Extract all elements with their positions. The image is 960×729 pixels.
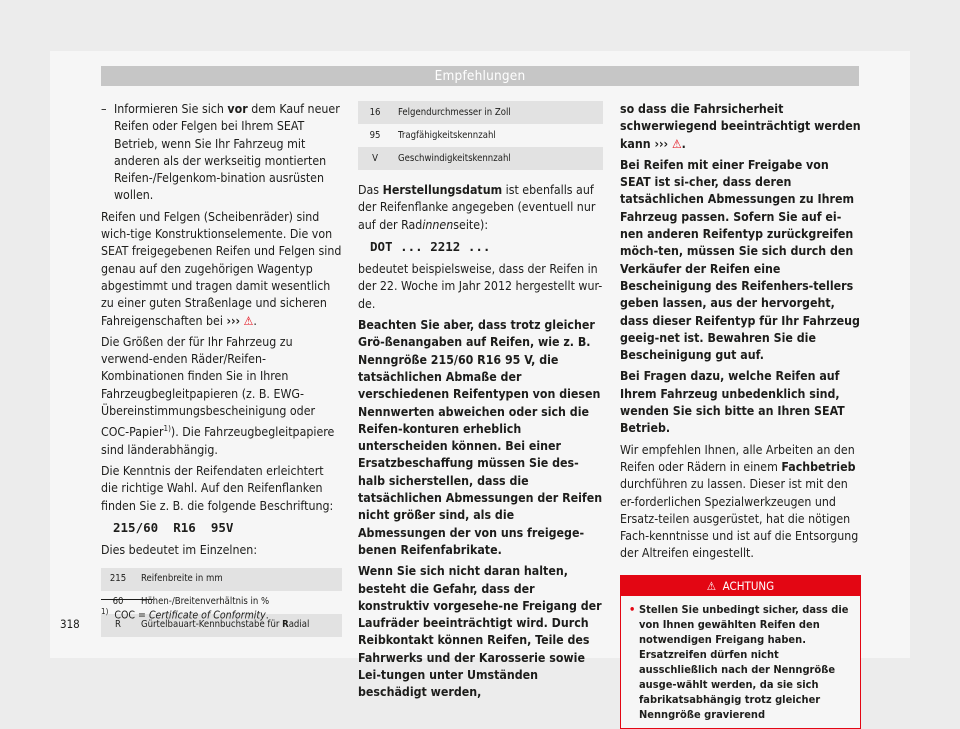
table-row: R Gürtelbauart-Kennbuchstabe für Radial [101,614,342,637]
warning-title: ACHTUNG [722,578,775,593]
paragraph: Die Größen der für Ihr Fahrzeug zu verwend-enden Räder/Reifen-Kombinationen finden Sie in Ihren Fahrzeugbegleitpapieren (z. B. EWG-Übereinstimmungsbescheinigung oder COC-Papier$^{1)}$). Die Fahrzeugbegleitpapiere sind länderabhängig. [101,334,335,457]
table-row: 95 Tragfähigkeitskennzahl [358,124,603,147]
bullet-item [101,101,342,205]
paragraph: Die Kenntnis der Reifendaten erleichtert die richtige Wahl. Auf den Reifenflanken finden Sie z. B. die folgende Beschriftung: [101,464,334,513]
bullet-text: Informieren Sie sich vor dem Kauf neuer Reifen oder Felgen bei Ihrem SEAT Betrieb, wenn Sie Ihr Fahrzeug mit anderen als der werkseitig montierten Reifen-/Felgenkom-bination ausrüsten wollen. [114,102,340,203]
paragraph-bold: Beachten Sie aber, dass trotz gleicher Grö-ßenangaben auf Reifen, wie z. B. Nenngröße 215/60 R16 95 V, die tatsächlichen Abmaße der verschiedenen Reifentypen von diesen Nennwerten abweichen oder sich die Reifen-konturen erheblich unterscheiden können. Bei einer Ersatzbeschaffung müssen Sie des-halb sicherstellen, dass die tatsächlichen Abmessungen der Reifen nicht größer sind, als die Abmessungen der von uns freigege-benen Reifenfabrikate. [358,318,603,557]
footnote-ref: 1) [163,424,171,434]
tire-code-table [101,568,342,637]
paragraph-bold: Bei Reifen mit einer Freigabe von SEAT ist si-cher, dass deren tatsächlichen Abmessungen zu Ihrem Fahrzeug passen. Sofern Sie auf ei-nen anderen Reifentyp zurückgreifen möch-ten, müssen Sie sich durch den Verkäufer der Reifen eine Bescheinigung des Reifenhers-tellers geben lassen, aus der hervorgeht, dass dieser Reifentyp für Ihr Fahrzeug geeig-net ist. Bewahren Sie die Bescheinigung gut auf. [620,157,860,363]
warning-box [620,575,861,729]
warning-box-body [621,596,860,728]
paragraph: Wir empfehlen Ihnen, alle Arbeiten an den Reifen oder Rädern in einem Fachbetrieb durchführen zu lassen. Dieser ist mit den er-forderlichen Spezialwerkzeugen und Ersatz-teilen ausgerüstet, hat die nötigen Fach-kenntnisse und ist auf die Entsorgung der Altreifen eingestellt. [620,442,859,561]
table-row: V Geschwindigkeitskennzahl [358,147,603,170]
column-right [620,101,861,729]
warning-box-header [621,576,860,596]
section-header: Empfehlungen [101,66,859,86]
bullet-dot: • [629,602,636,616]
tire-code: 215/60 R16 95V [113,519,234,535]
tire-code-table-continued [358,101,603,170]
warning-icon: ⚠ [706,578,717,593]
table-row: 16 Felgendurchmesser in Zoll [358,101,603,124]
page-number: 318 [60,617,80,631]
table-row: 60 Höhen-/Breitenverhältnis in % [101,591,342,614]
warning-icon: ⚠ [671,136,682,151]
paragraph: Reifen und Felgen (Scheibenräder) sind wich-tige Konstruktionselemente. Die von SEAT freigegebenen Reifen und Felgen sind genau auf den zugehörigen Wagentyp abgestimmt und tragen damit wesentlich zu einer guten Straßenlage und sicheren Fahreigenschaften bei ››› ⚠. [101,209,342,330]
manual-page [50,51,910,721]
warning-text: Stellen Sie unbedingt sicher, dass die von Ihnen gewählten Reifen den notwendigen Freigang haben. Ersatzreifen dürfen nicht ausschließlich nach der Nenngröße ausge-wählt werden, da sie sich fabrikatsabhängig trotz gleicher Nenngröße gravierend [639,602,849,721]
paragraph-bold: Wenn Sie sich nicht daran halten, besteht die Gefahr, dass der konstruktiv vorgesehe-ne Freigang der Laufräder beeinträchtigt wird. Durch Reibkontakt können Reifen, Teile des Fahrwerks und der Karosserie sowie Lei-tungen unter Umständen beschädigt werden, [358,564,602,700]
cross-reference-arrow[interactable]: ››› [226,313,241,328]
paragraph: Dies bedeutet im Einzelnen: [101,543,258,558]
column-left [101,101,342,643]
paragraph-bold: so dass die Fahrsicherheit schwerwiegend beeinträchtigt werden kann ››› ⚠. [620,101,861,153]
cross-reference-arrow[interactable]: ››› [654,136,669,151]
warning-icon: ⚠ [243,313,254,328]
column-middle [358,101,603,706]
date-code: DOT ... 2212 ... [370,238,491,254]
paragraph: Das Herstellungsdatum ist ebenfalls auf der Reifenflanke angegeben (eventuell nur auf der Radinnenseite): [358,183,596,232]
table-row: 215 Reifenbreite in mm [101,568,342,591]
paragraph-bold: Bei Fragen dazu, welche Reifen auf Ihrem Fahrzeug unbedenklich sind, wenden Sie sich bitte an Ihren SEAT Betrieb. [620,369,845,436]
footnote-divider [101,599,153,600]
paragraph: bedeutet beispielsweise, dass der Reifen in der 22. Woche im Jahr 2012 hergestellt wur-de. [358,262,603,311]
footnote: $^{1)}$ COC = Certificate of Conformity. [101,607,269,622]
footnote-mark: 1) [101,607,109,616]
bullet-dash: – [101,102,107,116]
